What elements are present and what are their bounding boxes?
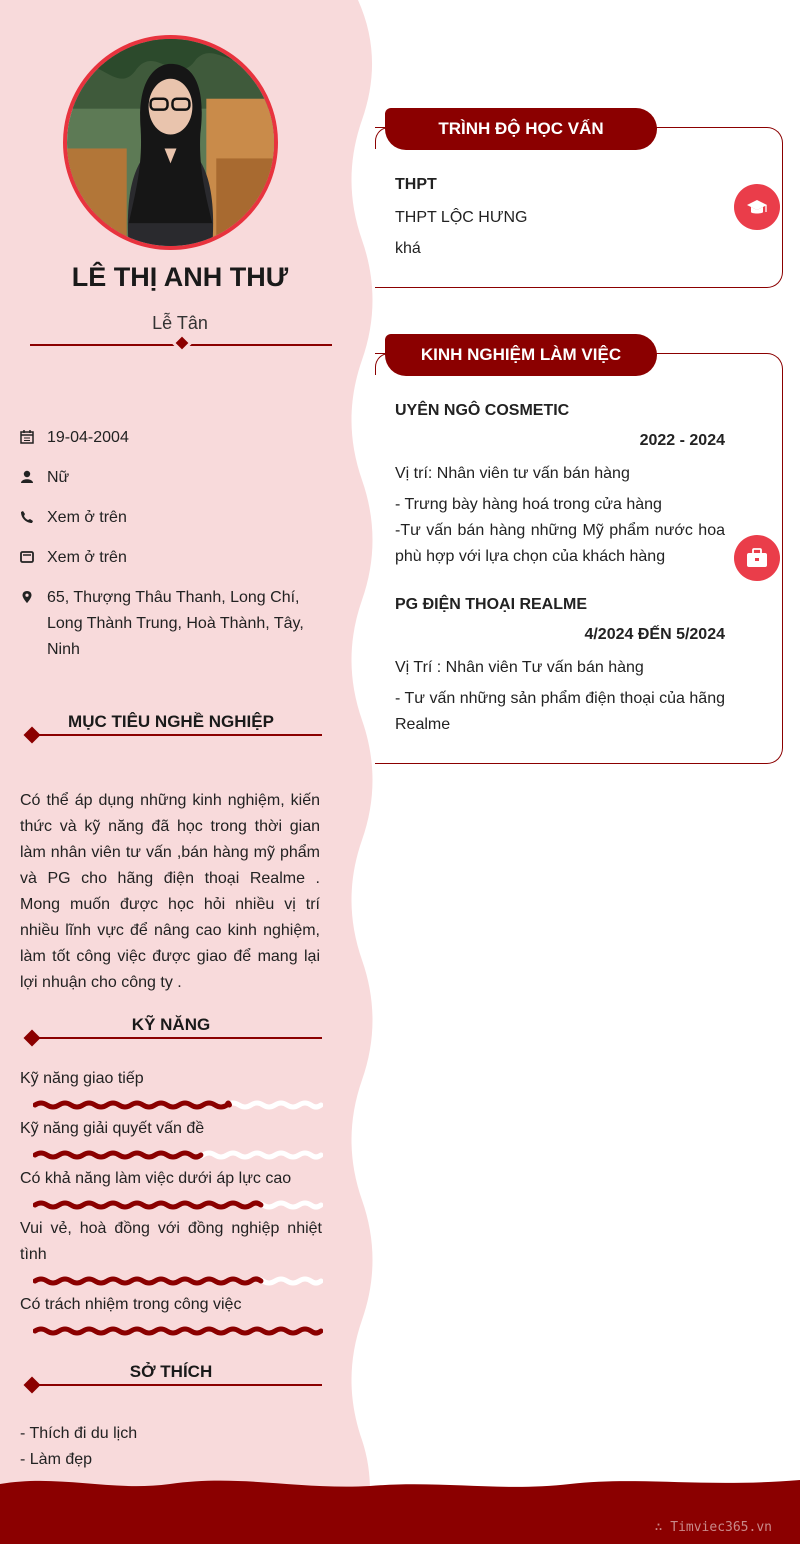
education-grade: khá: [395, 240, 421, 257]
graduation-cap-icon: [734, 184, 780, 230]
contact-gender-text: Nữ: [47, 469, 70, 486]
job-company: UYÊN NGÔ COSMETIC: [395, 402, 570, 419]
education-school: THPT LỘC HƯNG: [395, 209, 528, 226]
hobby-item: - Làm đẹp: [20, 1451, 93, 1468]
education-icon-badge: [734, 184, 780, 230]
job-duty: -Tư vấn bán hàng những Mỹ phẩm nước hoa phù hợp với lựa chọn của khách hàng: [395, 522, 725, 565]
experience-title: KINH NGHIỆM LÀM VIỆC: [385, 334, 657, 376]
skill-bar-fill: [35, 1329, 321, 1333]
skill-bar: [33, 1198, 323, 1212]
skill-name: Vui vẻ, hoà đồng với đồng nghiệp nhiệt tình: [20, 1220, 322, 1263]
hobbies-list: [20, 1421, 137, 1473]
contact-gender: [20, 465, 320, 491]
skill-name: Kỹ năng giao tiếp: [20, 1070, 144, 1087]
skill-bar: [33, 1274, 323, 1288]
skill-name: Có khả năng làm việc dưới áp lực cao: [20, 1170, 292, 1187]
sidebar: [0, 0, 380, 1544]
skill-bar: [33, 1148, 323, 1162]
job-duty: - Trưng bày hàng hoá trong cửa hàng: [395, 496, 662, 513]
profile-photo: [63, 35, 278, 250]
skills-heading: [20, 1015, 322, 1045]
objective-title: MỤC TIÊU NGHỀ NGHIỆP: [68, 712, 274, 731]
skill-name: Có trách nhiệm trong công việc: [20, 1296, 242, 1313]
skill-bar-fill: [35, 1153, 201, 1157]
job-role: Vị Trí : Nhân viên Tư vấn bán hàng: [395, 659, 644, 676]
hobbies-title: SỞ THÍCH: [129, 1362, 213, 1381]
job-period: 2022 - 2024: [639, 432, 725, 449]
objective-text: Có thể áp dụng những kinh nghiệm, kiến thức và kỹ năng đã học trong thời gian làm nhân viên tư vấn ,bán hàng mỹ phẩm và PG cho hãng điện thoại Realme . Mong muốn được học hỏi nhiều vị trí nhiều lĩnh vực để nâng cao kinh nghiệm, làm tốt công việc được giao để mang lại lợi nhuận cho công ty .: [20, 792, 320, 991]
candidate-name: LÊ THỊ ANH THƯ: [71, 262, 289, 292]
skills-title: KỸ NĂNG: [131, 1015, 211, 1034]
hobby-item: - Thích đi du lịch: [20, 1425, 138, 1442]
hobbies-heading: [20, 1362, 322, 1392]
contact-phone: [20, 505, 320, 531]
calendar-icon: [20, 430, 34, 444]
skill-bar-fill: [35, 1203, 261, 1207]
education-level: THPT: [395, 176, 437, 193]
contact-email-text: Xem ở trên: [47, 549, 127, 566]
objective-heading: [20, 712, 322, 742]
skill-bar-fill: [35, 1279, 261, 1283]
skill-name: Kỹ năng giải quyết vấn đề: [20, 1120, 205, 1137]
skill-bar: [33, 1098, 323, 1112]
phone-icon: [20, 510, 34, 524]
contact-address: [20, 585, 320, 663]
job-role: Vị trí: Nhân viên tư vấn bán hàng: [395, 465, 630, 482]
education-title: TRÌNH ĐỘ HỌC VẤN: [385, 108, 657, 150]
contact-address-text: 65, Thượng Thâu Thanh, Long Chí, Long Thành Trung, Hoà Thành, Tây, Ninh: [47, 589, 304, 658]
contact-email: [20, 545, 320, 571]
skill-bar-fill: [35, 1103, 229, 1107]
contact-phone-text: Xem ở trên: [47, 509, 127, 526]
job-period: 4/2024 ĐẾN 5/2024: [584, 626, 725, 643]
skills-heading-line: [38, 1037, 322, 1039]
candidate-position: Lễ Tân: [152, 313, 208, 333]
experience-icon-badge: [734, 535, 780, 581]
user-icon: [20, 470, 34, 484]
email-icon: [20, 550, 34, 564]
profile-photo-image: [67, 39, 274, 246]
objective-heading-line: [38, 734, 322, 736]
name-divider: [30, 335, 332, 355]
job-company: PG ĐIỆN THOẠI REALME: [395, 596, 588, 613]
briefcase-icon: [734, 535, 780, 581]
location-icon: [20, 590, 34, 604]
skill-bar: [33, 1324, 323, 1338]
hobbies-heading-line: [38, 1384, 322, 1386]
contact-birthday: [20, 425, 320, 451]
watermark: ∴ Timviec365.vn: [654, 1520, 772, 1535]
job-duty: - Tư vấn những sản phẩm điện thoại của hãng Realme: [395, 690, 725, 733]
contact-birthday-text: 19-04-2004: [47, 429, 129, 446]
